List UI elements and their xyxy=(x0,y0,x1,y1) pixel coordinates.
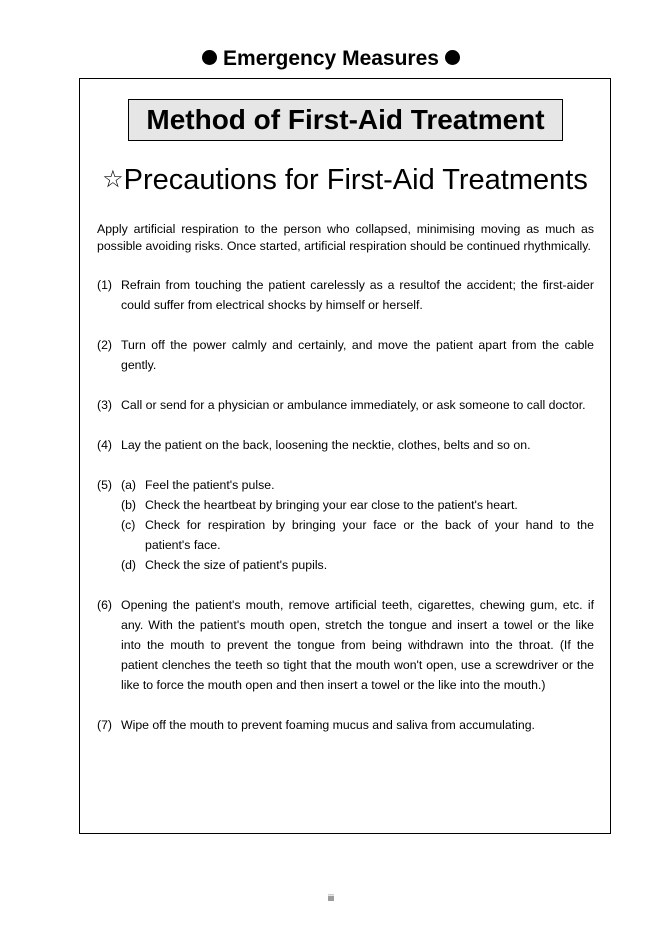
list-item-3 xyxy=(97,395,594,415)
list-item-7 xyxy=(97,715,594,735)
subtitle xyxy=(80,161,610,198)
document-title-box xyxy=(128,99,563,141)
sub-item-c xyxy=(121,515,594,555)
sub-item-text: Check the heartbeat by bringing your ear close to the patient's heart. xyxy=(145,498,518,512)
item-number: (5) xyxy=(97,478,113,492)
sub-item-letter: (c) xyxy=(121,518,136,532)
sub-list xyxy=(121,475,594,575)
item-number: (1) xyxy=(97,278,113,292)
instructions xyxy=(97,221,594,735)
intro-paragraph: Apply artificial respiration to the person who collapsed, minimising moving as much as possible avoiding risks. Once started, artificial respiration should be continued rhythmically. xyxy=(97,222,594,253)
sub-item-letter: (d) xyxy=(121,558,137,572)
document-title: Method of First-Aid Treatment xyxy=(146,104,545,135)
item-text: Opening the patient's mouth, remove artificial teeth, cigarettes, chewing gum, etc. if any. With the patient's mouth open, stretch the tongue and insert a towel or the like into the mouth to prevent the tongue from being withdrawn into the throat. (If the patient clenches the teeth so tight that the mouth won't open, use a screwdriver or the like to force the mouth open and then insert a towel or the like into the mouth.) xyxy=(121,598,594,692)
item-text: Wipe off the mouth to prevent foaming mucus and saliva from accumulating. xyxy=(121,718,535,732)
sub-item-b xyxy=(121,495,594,515)
list-item-2 xyxy=(97,335,594,375)
sub-item-text: Check the size of patient's pupils. xyxy=(145,558,328,572)
black-circle-icon xyxy=(202,50,217,65)
sub-item-a xyxy=(121,475,594,495)
list-item-1 xyxy=(97,275,594,315)
section-header-title: Emergency Measures xyxy=(223,47,439,70)
item-number: (6) xyxy=(97,598,113,612)
section-header xyxy=(0,45,662,73)
list-item-5 xyxy=(97,475,594,575)
sub-item-text: Feel the patient's pulse. xyxy=(145,478,275,492)
sub-item-letter: (b) xyxy=(121,498,137,512)
item-number: (3) xyxy=(97,398,113,412)
subtitle-text: Precautions for First-Aid Treatments xyxy=(123,164,588,196)
item-number: (4) xyxy=(97,438,113,452)
sub-item-text: Check for respiration by bringing your face or the back of your hand to the patient's face. xyxy=(145,518,594,552)
list-item-4 xyxy=(97,435,594,455)
item-text: Refrain from touching the patient carelessly as a resultof the accident; the first-aider could suffer from electrical shocks by himself or herself. xyxy=(121,278,594,312)
item-text: Call or send for a physician or ambulance immediately, or ask someone to call doctor. xyxy=(121,398,586,412)
black-circle-icon xyxy=(445,50,460,65)
sub-item-d xyxy=(121,555,594,575)
page-number: iii xyxy=(328,893,334,903)
sub-item-letter: (a) xyxy=(121,478,137,492)
item-text: Turn off the power calmly and certainly, and move the patient apart from the cable gently. xyxy=(121,338,594,372)
star-icon: ☆ xyxy=(102,165,124,193)
item-text: Lay the patient on the back, loosening the necktie, clothes, belts and so on. xyxy=(121,438,531,452)
list-item-6 xyxy=(97,595,594,695)
item-number: (7) xyxy=(97,718,113,732)
content-frame xyxy=(79,78,611,834)
item-number: (2) xyxy=(97,338,113,352)
